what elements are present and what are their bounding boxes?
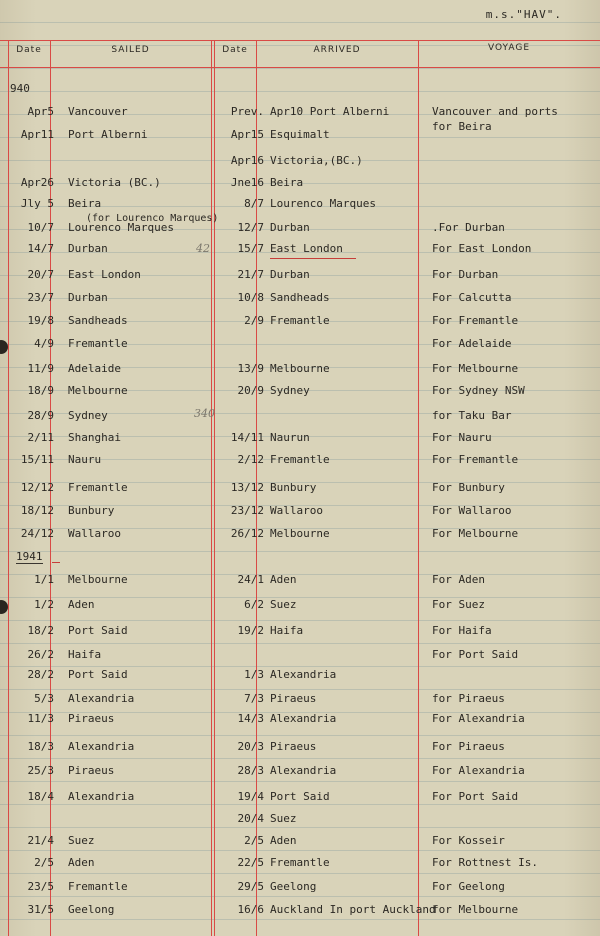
arrived-date: 10/8 bbox=[237, 291, 264, 304]
arrived-date: Prev. bbox=[230, 105, 264, 118]
sailed-date: 23/7 bbox=[27, 291, 54, 304]
arrived-date: 13/12 bbox=[230, 481, 264, 494]
arrived-port: Wallaroo bbox=[270, 504, 323, 517]
sailed-date: 25/3 bbox=[27, 764, 54, 777]
voyage-header: VOYAGE bbox=[487, 43, 531, 53]
arrived-port: Beira bbox=[270, 176, 304, 189]
sailed-port: Aden bbox=[68, 856, 95, 869]
sailed-date: 18/12 bbox=[20, 504, 54, 517]
sailed-port: Suez bbox=[68, 834, 95, 847]
arrived-port: Aden bbox=[270, 573, 297, 586]
arrived-date: 28/3 bbox=[237, 764, 264, 777]
voyage-text: For Haifa bbox=[432, 624, 492, 637]
log-row bbox=[0, 291, 600, 311]
log-row bbox=[0, 242, 600, 262]
voyage-note-beira: for Beira bbox=[432, 120, 492, 133]
log-row bbox=[0, 790, 600, 810]
sailed-port: Haifa bbox=[68, 648, 102, 661]
sailed-port: Sandheads bbox=[68, 314, 128, 327]
voyage-text: For Wallaroo bbox=[432, 504, 512, 517]
log-row bbox=[0, 154, 600, 174]
log-row bbox=[0, 880, 600, 900]
sailed-port: Piraeus bbox=[68, 764, 115, 777]
arrived-port: Suez bbox=[270, 598, 297, 611]
sailed-date: 10/7 bbox=[27, 221, 54, 234]
voyage-text: For Sydney NSW bbox=[432, 384, 525, 397]
header-bottom-rule bbox=[0, 67, 600, 68]
sailed-port: Wallaroo bbox=[68, 527, 121, 540]
sailed-date: 11/3 bbox=[27, 712, 54, 725]
sailed-port: Alexandria bbox=[68, 692, 135, 705]
arrived-port: Sydney bbox=[270, 384, 310, 397]
sailed-port: Port Said bbox=[68, 668, 128, 681]
log-row bbox=[0, 337, 600, 357]
sailed-port: Durban bbox=[68, 242, 108, 255]
arrived-port: Haifa bbox=[270, 624, 304, 637]
sailed-date: 5/3 bbox=[34, 692, 54, 705]
sailed-date: 15/11 bbox=[20, 453, 54, 466]
sailed-date: 1/2 bbox=[34, 598, 54, 611]
voyage-text: For Kosseir bbox=[432, 834, 505, 847]
arrived-date: 15/7 bbox=[237, 242, 264, 255]
arrived-port: Fremantle bbox=[270, 856, 330, 869]
voyage-text: For Rottnest Is. bbox=[432, 856, 538, 869]
sailed-header: SAILED bbox=[111, 45, 150, 55]
arrived-port: Bunbury bbox=[270, 481, 317, 494]
arrived-header: ARRIVED bbox=[313, 45, 361, 55]
sailed-date: 18/9 bbox=[27, 384, 54, 397]
arrived-port: Alexandria bbox=[270, 712, 337, 725]
sailed-date: 18/3 bbox=[27, 740, 54, 753]
voyage-text: For Adelaide bbox=[432, 337, 512, 350]
voyage-text: For Fremantle bbox=[432, 314, 519, 327]
sailed-date: 28/9 bbox=[27, 409, 54, 422]
ship-name: m.s."HAV". bbox=[485, 8, 562, 21]
arrived-port: Esquimalt bbox=[270, 128, 330, 141]
sailed-date: 20/7 bbox=[27, 268, 54, 281]
sailed-date: 1/1 bbox=[34, 573, 54, 586]
arrived-date: 20/9 bbox=[237, 384, 264, 397]
pencil-mark: 340 bbox=[194, 407, 215, 420]
voyage-text: for Piraeus bbox=[432, 692, 505, 705]
log-row bbox=[0, 812, 600, 832]
sailed-date: 11/9 bbox=[27, 362, 54, 375]
arrived-port: Aden bbox=[270, 834, 297, 847]
arrived-date: 22/5 bbox=[237, 856, 264, 869]
sailed-port: Port Said bbox=[68, 624, 128, 637]
sailed-port: Sydney bbox=[68, 409, 108, 422]
sailed-date: 26/2 bbox=[27, 648, 54, 661]
log-row bbox=[0, 740, 600, 760]
voyage-text: for Melbourne bbox=[432, 903, 519, 916]
arrived-date: 2/9 bbox=[244, 314, 264, 327]
sailed-port: Fremantle bbox=[68, 337, 128, 350]
sailed-port: Adelaide bbox=[68, 362, 121, 375]
arrived-date: 7/3 bbox=[244, 692, 264, 705]
arrived-port: Auckland In port Auckland bbox=[270, 903, 436, 916]
underline-mark bbox=[270, 258, 356, 259]
arrived-date: Jne16 bbox=[230, 176, 264, 189]
sailed-date: 2/11 bbox=[27, 431, 54, 444]
arrived-port: Apr10 Port Alberni bbox=[270, 105, 390, 118]
arrived-port: Lourenco Marques bbox=[270, 197, 376, 210]
sailed-port: Aden bbox=[68, 598, 95, 611]
log-row bbox=[0, 128, 600, 148]
voyage-text: For Melbourne bbox=[432, 362, 519, 375]
arrived-port: Geelong bbox=[270, 880, 317, 893]
arrived-date: 21/7 bbox=[237, 268, 264, 281]
voyage-text: .For Durban bbox=[432, 221, 505, 234]
sailed-port: Bunbury bbox=[68, 504, 115, 517]
arrived-port: Port Said bbox=[270, 790, 330, 803]
arrived-date: 1/3 bbox=[244, 668, 264, 681]
arrived-port: Durban bbox=[270, 221, 310, 234]
arrived-date: 20/3 bbox=[237, 740, 264, 753]
arrived-date: 14/11 bbox=[230, 431, 264, 444]
arrived-date: 8/7 bbox=[244, 197, 264, 210]
log-row bbox=[0, 856, 600, 876]
log-row bbox=[0, 692, 600, 712]
arrived-date-header: Date bbox=[222, 45, 248, 55]
log-row bbox=[0, 384, 600, 404]
log-row bbox=[0, 504, 600, 524]
log-row bbox=[0, 409, 600, 429]
sailed-date: 23/5 bbox=[27, 880, 54, 893]
sailed-port: East London bbox=[68, 268, 141, 281]
arrived-date: 23/12 bbox=[230, 504, 264, 517]
sailed-date: Apr26 bbox=[20, 176, 54, 189]
arrived-date: 29/5 bbox=[237, 880, 264, 893]
sailed-date: Apr11 bbox=[20, 128, 54, 141]
sailed-date: 24/12 bbox=[20, 527, 54, 540]
voyage-text: For Suez bbox=[432, 598, 485, 611]
arrived-date: 26/12 bbox=[230, 527, 264, 540]
sailed-date: 21/4 bbox=[27, 834, 54, 847]
log-row bbox=[0, 648, 600, 668]
voyage-text: For Alexandria bbox=[432, 764, 525, 777]
sailed-port: Geelong bbox=[68, 903, 115, 916]
arrived-port: Naurun bbox=[270, 431, 310, 444]
sailed-port: Nauru bbox=[68, 453, 102, 466]
voyage-text: For Geelong bbox=[432, 880, 505, 893]
sailed-date: 31/5 bbox=[27, 903, 54, 916]
note-for-lourenco: (for Lourenco Marques) bbox=[86, 213, 219, 224]
arrived-date: 14/3 bbox=[237, 712, 264, 725]
sailed-port: Beira bbox=[68, 197, 102, 210]
voyage-text: For Port Said bbox=[432, 648, 519, 661]
log-row bbox=[0, 624, 600, 644]
log-row bbox=[0, 598, 600, 618]
voyage-text: for Taku Bar bbox=[432, 409, 512, 422]
year-1940: 940 bbox=[10, 82, 30, 95]
arrived-port: East London bbox=[270, 242, 343, 255]
log-row bbox=[0, 903, 600, 923]
arrived-port: Fremantle bbox=[270, 453, 330, 466]
underline-mark bbox=[52, 562, 60, 563]
sailed-port: Fremantle bbox=[68, 481, 128, 494]
arrived-date: 20/4 bbox=[237, 812, 264, 825]
sailed-date: 18/2 bbox=[27, 624, 54, 637]
voyage-text: Vancouver and ports bbox=[432, 105, 558, 118]
log-row bbox=[0, 221, 600, 241]
log-row bbox=[0, 453, 600, 473]
arrived-date: 19/4 bbox=[237, 790, 264, 803]
sailed-port: Victoria (BC.) bbox=[68, 176, 161, 189]
sailed-date: 4/9 bbox=[34, 337, 54, 350]
sailed-port: Alexandria bbox=[68, 740, 135, 753]
arrived-port: Fremantle bbox=[270, 314, 330, 327]
pencil-mark: 42 bbox=[196, 242, 210, 255]
voyage-text: For Port Said bbox=[432, 790, 519, 803]
sailed-date: 12/12 bbox=[20, 481, 54, 494]
arrived-port: Suez bbox=[270, 812, 297, 825]
sailed-port: Piraeus bbox=[68, 712, 115, 725]
voyage-text: For Aden bbox=[432, 573, 485, 586]
log-row bbox=[0, 362, 600, 382]
log-row bbox=[0, 573, 600, 593]
log-row bbox=[0, 481, 600, 501]
arrived-port: Alexandria bbox=[270, 668, 337, 681]
sailed-port: Shanghai bbox=[68, 431, 121, 444]
log-row bbox=[0, 268, 600, 288]
arrived-port: Durban bbox=[270, 268, 310, 281]
arrived-port: Victoria,(BC.) bbox=[270, 154, 363, 167]
sailed-date: Jly 5 bbox=[20, 197, 54, 210]
sailed-date: 28/2 bbox=[27, 668, 54, 681]
log-row bbox=[0, 668, 600, 688]
arrived-port: Alexandria bbox=[270, 764, 337, 777]
sailed-port: Durban bbox=[68, 291, 108, 304]
arrived-port: Melbourne bbox=[270, 527, 330, 540]
sailed-date: 14/7 bbox=[27, 242, 54, 255]
log-row bbox=[0, 314, 600, 334]
sailed-port: Melbourne bbox=[68, 573, 128, 586]
sailed-date: 19/8 bbox=[27, 314, 54, 327]
sailed-port: Fremantle bbox=[68, 880, 128, 893]
arrived-date: 24/1 bbox=[237, 573, 264, 586]
arrived-date: 2/12 bbox=[237, 453, 264, 466]
voyage-text: For Calcutta bbox=[432, 291, 512, 304]
arrived-date: 16/6 bbox=[237, 903, 264, 916]
voyage-text: For Piraeus bbox=[432, 740, 505, 753]
arrived-date: Apr15 bbox=[230, 128, 264, 141]
sailed-date-header: Date bbox=[16, 45, 42, 55]
log-row bbox=[0, 176, 600, 196]
year-1941: 1941 bbox=[16, 550, 43, 563]
log-row bbox=[0, 527, 600, 547]
arrived-date: 13/9 bbox=[237, 362, 264, 375]
header-top-rule bbox=[0, 40, 600, 41]
voyage-text: For Bunbury bbox=[432, 481, 505, 494]
arrived-date: 6/2 bbox=[244, 598, 264, 611]
voyage-text: For Alexandria bbox=[432, 712, 525, 725]
sailed-date: 18/4 bbox=[27, 790, 54, 803]
arrived-port: Sandheads bbox=[270, 291, 330, 304]
sailed-port: Alexandria bbox=[68, 790, 135, 803]
log-row bbox=[0, 431, 600, 451]
sailed-port: Port Alberni bbox=[68, 128, 148, 141]
sailed-date: Apr5 bbox=[27, 105, 54, 118]
voyage-text: For Melbourne bbox=[432, 527, 519, 540]
voyage-text: For Nauru bbox=[432, 431, 492, 444]
arrived-port: Piraeus bbox=[270, 740, 317, 753]
sailed-port: Vancouver bbox=[68, 105, 128, 118]
arrived-date: 2/5 bbox=[244, 834, 264, 847]
sailed-date: 2/5 bbox=[34, 856, 54, 869]
sailed-port: Lourenco Marques bbox=[68, 221, 174, 234]
voyage-text: For Durban bbox=[432, 268, 499, 281]
arrived-port: Melbourne bbox=[270, 362, 330, 375]
voyage-text: For Fremantle bbox=[432, 453, 519, 466]
sailed-port: Melbourne bbox=[68, 384, 128, 397]
voyage-text: For East London bbox=[432, 242, 532, 255]
log-row bbox=[0, 105, 600, 125]
log-row bbox=[0, 834, 600, 854]
arrived-date: 12/7 bbox=[237, 221, 264, 234]
arrived-date: 19/2 bbox=[237, 624, 264, 637]
log-row bbox=[0, 712, 600, 732]
log-row bbox=[0, 764, 600, 784]
arrived-date: Apr16 bbox=[230, 154, 264, 167]
arrived-port: Piraeus bbox=[270, 692, 317, 705]
